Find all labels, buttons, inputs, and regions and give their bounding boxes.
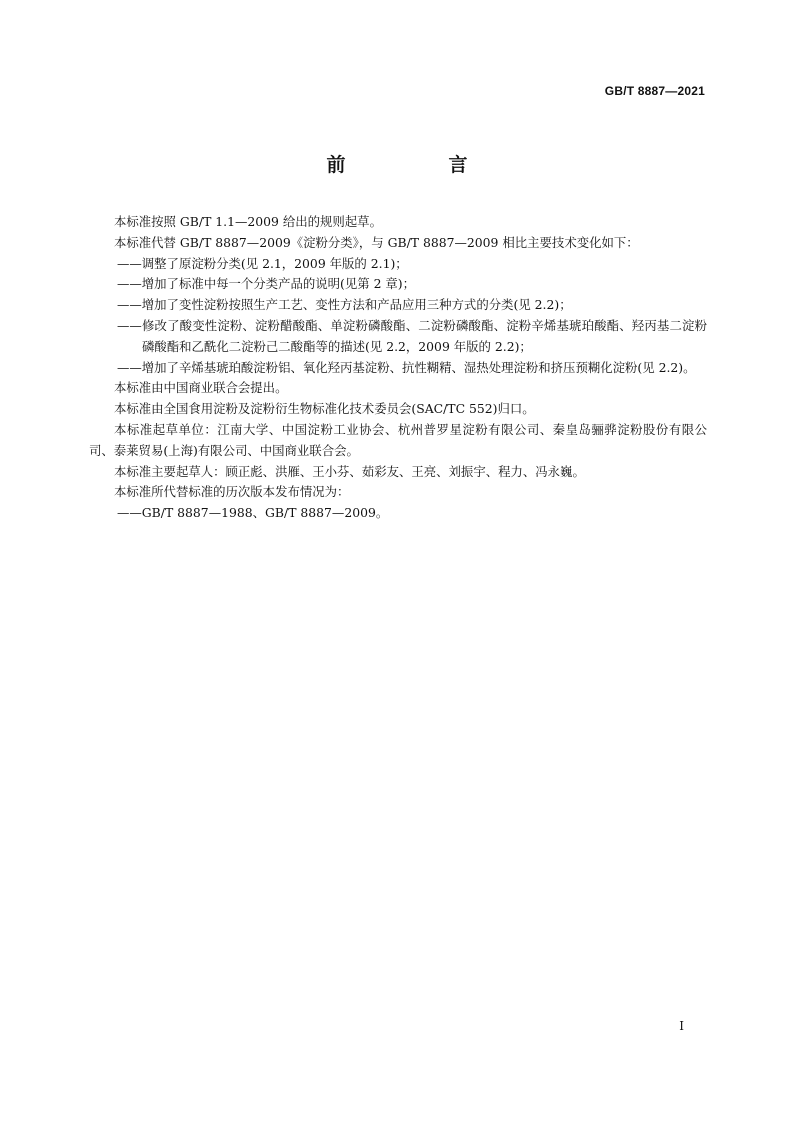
paragraph-proposer: 本标准由中国商业联合会提出。 bbox=[114, 380, 288, 396]
paragraph-drafters: 本标准主要起草人：顾正彪、洪雁、王小芬、茹彩友、王亮、刘振宇、程力、冯永巍。 bbox=[114, 463, 585, 479]
paragraph-replacement: 本标准代替 GB/T 8887—2009《淀粉分类》，与 GB/T 8887—2009 相比主要技术变化如下： bbox=[114, 234, 639, 250]
page-number: I bbox=[679, 1019, 684, 1033]
foreword-body bbox=[89, 212, 707, 524]
page-title: 前 言 bbox=[326, 154, 510, 176]
change-item: ——增加了标准中每一个分类产品的说明(见第 2 章)； bbox=[117, 276, 416, 292]
history-item: ——GB/T 8887—1988、GB/T 8887—2009。 bbox=[117, 505, 389, 521]
paragraph-committee: 本标准由全国食用淀粉及淀粉衍生物标准化技术委员会(SAC/TC 552)归口。 bbox=[114, 401, 535, 417]
standard-code: GB/T 8887—2021 bbox=[604, 84, 705, 98]
paragraph-history: 本标准所代替标准的历次版本发布情况为： bbox=[114, 484, 350, 500]
change-item: ——增加了辛烯基琥珀酸淀粉铝、氧化羟丙基淀粉、抗性糊精、湿热处理淀粉和挤压预糊化淀粉(见 2.2)。 bbox=[117, 359, 696, 375]
change-item: ——调整了原淀粉分类(见 2.1，2009 年版的 2.1)； bbox=[117, 255, 408, 271]
paragraph-drafting-rules: 本标准按照 GB/T 1.1—2009 给出的规则起草。 bbox=[114, 214, 382, 229]
paragraph-drafting-units: 本标准起草单位：江南大学、中国淀粉工业协会、杭州普罗星淀粉有限公司、秦皇岛骊骅淀粉股份有限公司、泰莱贸易(上海)有限公司、中国商业联合会。 bbox=[89, 421, 707, 458]
change-item: ——修改了酸变性淀粉、淀粉醋酸酯、单淀粉磷酸酯、二淀粉磷酸酯、淀粉辛烯基琥珀酸酯、羟丙基二淀粉磷酸酯和乙酰化二淀粉己二酸酯等的描述(见 2.2，2009 年版的 2.2)； bbox=[117, 317, 707, 354]
change-item: ——增加了变性淀粉按照生产工艺、变性方法和产品应用三种方式的分类(见 2.2)； bbox=[117, 297, 572, 313]
